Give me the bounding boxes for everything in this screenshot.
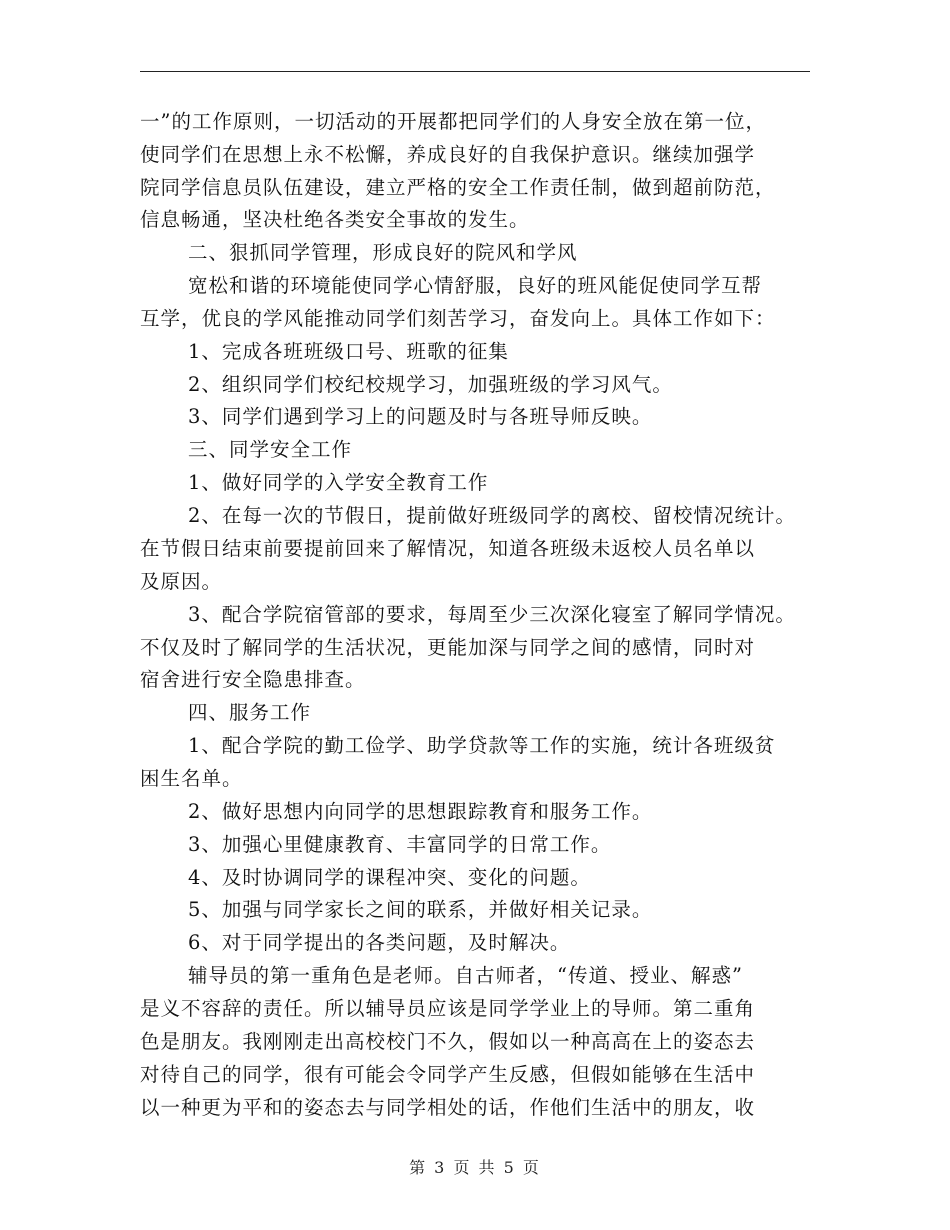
text-line: 使同学们在思想上永不松懈，养成良好的自我保护意识。继续加强学 <box>140 143 756 166</box>
list-item: 1、做好同学的入学安全教育工作 <box>188 471 489 494</box>
text-line: 宽松和谐的环境能使同学心情舒服，良好的班风能促使同学互帮 <box>188 274 763 297</box>
text-line: 对待自己的同学，很有可能会令同学产生反感，但假如能够在生活中 <box>140 1063 756 1086</box>
text-line: 困生名单。 <box>140 767 243 790</box>
text-line: 院同学信息员队伍建设，建立严格的安全工作责任制，做到超前防范， <box>140 176 776 199</box>
text-line: 在节假日结束前要提前回来了解情况，知道各班级未返校人员名单以 <box>140 537 756 560</box>
text-line: 辅导员的第一重角色是老师。自古师者，“传道、授业、解惑” <box>188 964 743 987</box>
page-footer: 第 3 页 共 5 页 <box>409 1158 541 1177</box>
section-heading: 四、服务工作 <box>188 701 312 724</box>
text-line: 互学，优良的学风能推动同学们刻苦学习，奋发向上。具体工作如下： <box>140 307 776 330</box>
text-line: 色是朋友。我刚刚走出高校校门不久，假如以一种高高在上的姿态去 <box>140 1030 756 1053</box>
text-line: 信息畅通，坚决杜绝各类安全事故的发生。 <box>140 208 530 231</box>
list-item: 3、配合学院宿管部的要求，每周至少三次深化寝室了解同学情况。 <box>188 603 796 626</box>
list-item: 1、完成各班班级口号、班歌的征集 <box>188 340 509 363</box>
text-line: 及原因。 <box>140 570 223 593</box>
text-line: 一”的工作原则，一切活动的开展都把同学们的人身安全放在第一位， <box>140 110 766 133</box>
list-item: 1、配合学院的勤工俭学、助学贷款等工作的实施，统计各班级贫 <box>188 734 776 757</box>
list-item: 6、对于同学提出的各类问题，及时解决。 <box>188 931 571 954</box>
header-rule <box>140 71 810 72</box>
text-line: 以一种更为平和的姿态去与同学相处的话，作他们生活中的朋友，收 <box>140 1096 756 1119</box>
text-line: 是义不容辞的责任。所以辅导员应该是同学学业上的导师。第二重角 <box>140 997 756 1020</box>
list-item: 2、组织同学们校纪校规学习，加强班级的学习风气。 <box>188 373 673 396</box>
section-heading: 三、同学安全工作 <box>188 438 353 461</box>
list-item: 4、及时协调同学的课程冲突、变化的问题。 <box>188 866 591 889</box>
list-item: 3、加强心里健康教育、丰富同学的日常工作。 <box>188 833 612 856</box>
list-item: 2、做好思想内向同学的思想跟踪教育和服务工作。 <box>188 800 653 823</box>
list-item: 5、加强与同学家长之间的联系，并做好相关记录。 <box>188 898 653 921</box>
text-line: 宿舍进行安全隐患排查。 <box>140 668 366 691</box>
list-item: 3、同学们遇到学习上的问题及时与各班导师反映。 <box>188 405 653 428</box>
text-line: 不仅及时了解同学的生活状况，更能加深与同学之间的感情，同时对 <box>140 636 756 659</box>
section-heading: 二、狠抓同学管理，形成良好的院风和学风 <box>188 241 578 264</box>
list-item: 2、在每一次的节假日，提前做好班级同学的离校、留校情况统计。 <box>188 504 796 527</box>
